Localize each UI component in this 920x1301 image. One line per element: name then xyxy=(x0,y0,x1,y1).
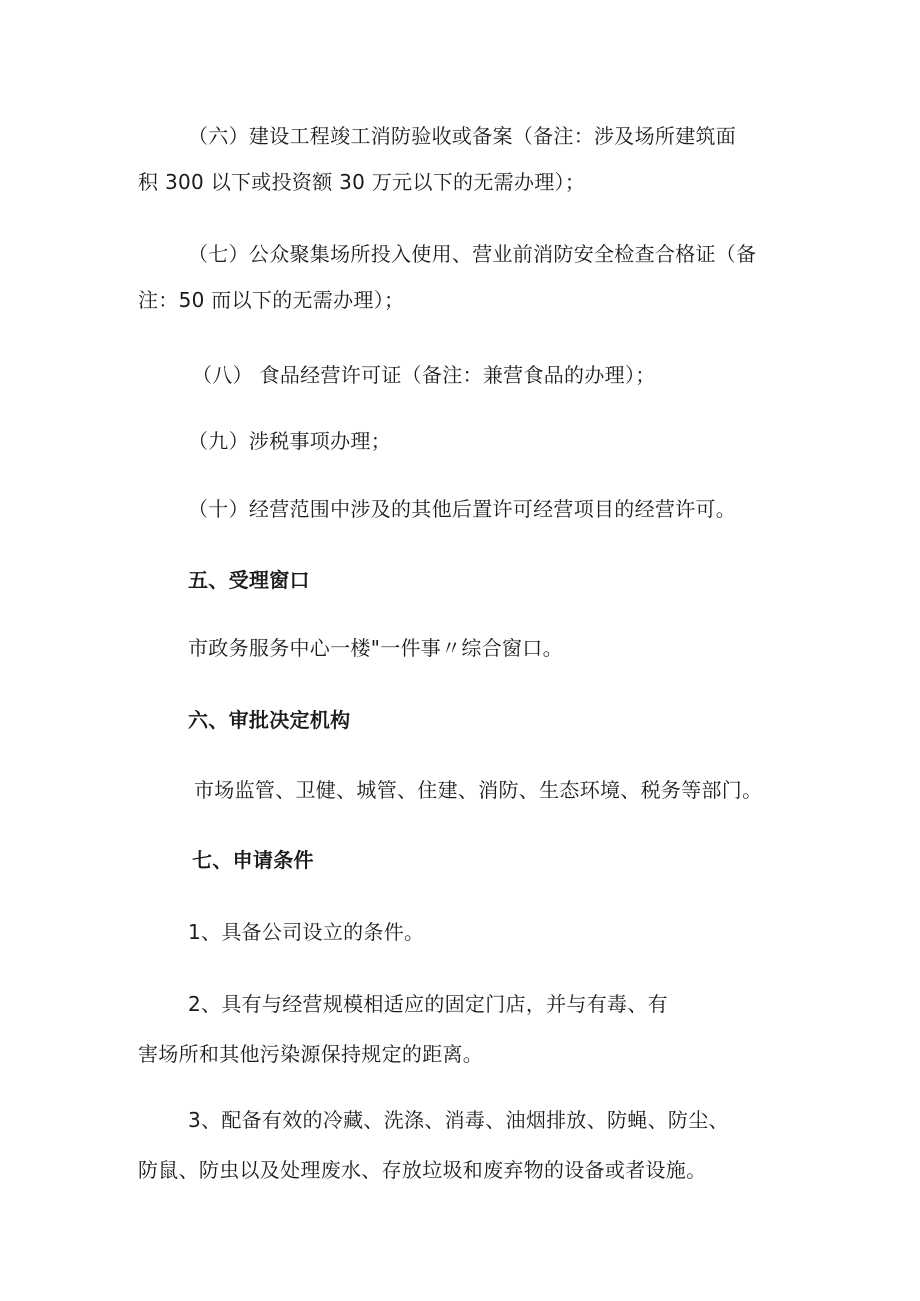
condition-1: 1、具备公司设立的条件。 xyxy=(188,920,425,944)
section-6-body: 市场监管、卫健、城管、住建、消防、生态环境、税务等部门。 xyxy=(194,778,763,802)
section-5-body: 市政务服务中心一楼"一件事〃综合窗口。 xyxy=(188,636,563,660)
item-8: （八） 食品经营许可证（备注：兼营食品的办理）； xyxy=(192,363,656,387)
section-5-heading: 五、受理窗口 xyxy=(188,568,310,592)
item-6-line-1: （六）建设工程竣工消防验收或备案（备注：涉及场所建筑面 xyxy=(188,124,737,148)
condition-2-line-2: 害场所和其他污染源保持规定的距离。 xyxy=(138,1042,484,1066)
section-7-heading: 七、申请条件 xyxy=(192,848,314,872)
item-7-line-2: 注：50 而以下的无需办理）； xyxy=(138,288,405,312)
item-9: （九）涉税事项办理； xyxy=(188,429,391,453)
item-7-line-1: （七）公众聚集场所投入使用、营业前消防安全检查合格证（备 xyxy=(188,242,757,266)
item-6-line-2: 积 300 以下或投资额 30 万元以下的无需办理）； xyxy=(138,170,586,194)
section-6-heading: 六、审批决定机构 xyxy=(188,708,351,732)
condition-2-line-1: 2、具有与经营规模相适应的固定门店，并与有毒、有 xyxy=(188,992,668,1016)
condition-3-line-2: 防鼠、防虫以及处理废水、存放垃圾和废弃物的设备或者设施。 xyxy=(138,1158,707,1182)
condition-3-line-1: 3、配备有效的冷藏、洗涤、消毒、油烟排放、防蝇、防尘、 xyxy=(188,1108,729,1132)
item-10: （十）经营范围中涉及的其他后置许可经营项目的经营许可。 xyxy=(188,497,737,521)
